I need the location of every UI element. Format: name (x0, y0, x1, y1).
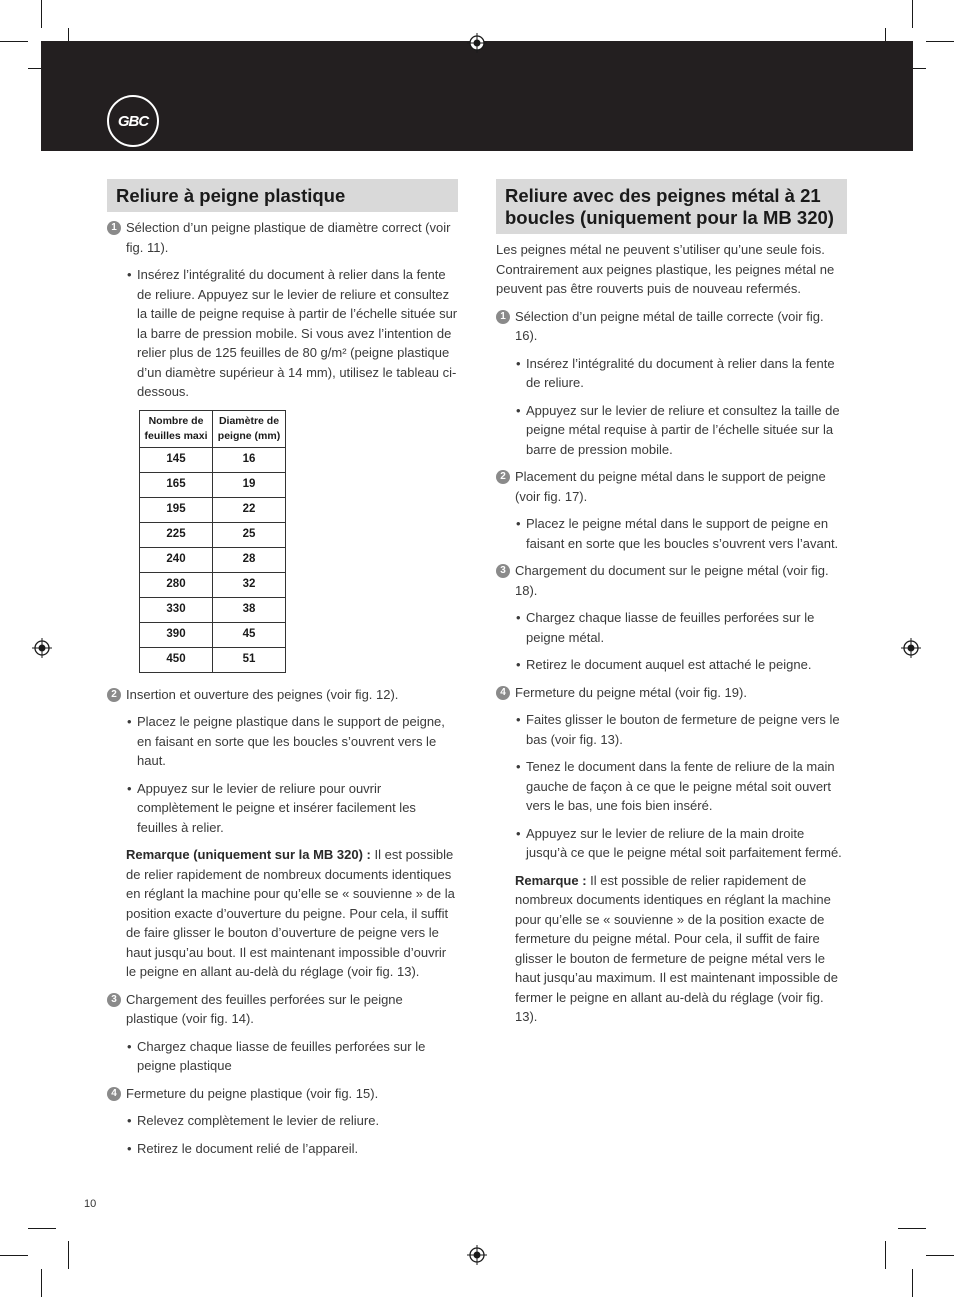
bullet-item: • Appuyez sur le levier de reliure de la main droite jusqu’à ce que le peigne métal soit parfaitement fermé. (496, 824, 847, 863)
table-row (140, 547, 286, 572)
table-cell: 390 (140, 622, 213, 647)
step-4 (496, 683, 847, 703)
table-cell: 19 (213, 472, 286, 497)
bullet-item: • Chargez chaque liasse de feuilles perforées sur le peigne plastique (107, 1037, 458, 1076)
bullet-item: • Faites glisser le bouton de fermeture de peigne vers le bas (voir fig. 13). (496, 710, 847, 749)
crop-mark (41, 1269, 42, 1297)
table-cell: 165 (140, 472, 213, 497)
table-cell: 28 (213, 547, 286, 572)
step-number-badge: 2 (496, 470, 510, 484)
registration-mark-icon (467, 1245, 487, 1265)
bullet-item: • Retirez le document auquel est attaché le peigne. (496, 655, 847, 675)
section-title-metal-comb: Reliure avec des peignes métal à 21 boucles (uniquement pour la MB 320) (496, 179, 847, 234)
table-cell: 280 (140, 572, 213, 597)
table-header-sheets: Nombre de feuilles maxi (140, 410, 213, 447)
table-row (140, 472, 286, 497)
step-text: Fermeture du peigne plastique (voir fig. 15). (126, 1085, 379, 1101)
comb-size-table (139, 410, 286, 673)
step-1 (107, 218, 458, 257)
table-row (140, 497, 286, 522)
crop-mark (912, 1269, 913, 1297)
note-text: Il est possible de relier rapidement de nombreux documents identiques en réglant la machine pour qu’elle se « souvienne » de la position exacte de fermeture du peigne métal. Pour cela, il suffit de faire glisser le bouton de fermeture de peigne métal vers le haut jusqu’au maximum. Il est maintenant impossible de fermer le peigne en allant au-delà du réglage (voir fig. 13). (515, 872, 838, 1024)
step-number-badge: 1 (496, 310, 510, 324)
intro-paragraph: Les peignes métal ne peuvent s’utiliser qu’une seule fois. Contrairement aux peignes plastique, les peignes métal ne peuvent pas être rouverts puis de nouveau refermés. (496, 242, 835, 296)
bullet-item: • Insérez l’intégralité du document à relier dans la fente de reliure. Appuyez sur le levier de reliure et consultez la taille de peigne requise à partir de l’échelle située sur la barre de pression mobile. Si vous avez l’intention de relier plus de 125 feuilles de 80 g/m² (peigne plastique d’un diamètre supérieur à 14 mm), utilisez le tableau ci-dessous. (107, 265, 458, 402)
bullet-item: • Appuyez sur le levier de reliure pour ouvrir complètement le peigne et insérer facilement les feuilles à relier. (107, 779, 458, 838)
step-2 (107, 685, 458, 705)
step-number-badge: 4 (496, 686, 510, 700)
crop-mark (68, 1241, 69, 1269)
table-cell: 450 (140, 647, 213, 672)
table-row (140, 647, 286, 672)
bullet-item: • Placez le peigne métal dans le support de peigne en faisant en sorte que les boucles s’ouvrent vers l’avant. (496, 514, 847, 553)
step-number-badge: 4 (107, 1087, 121, 1101)
crop-mark (926, 41, 954, 42)
bullet-item: • Placez le peigne plastique dans le support de peigne, en faisant en sorte que les boucles s’ouvrent vers le haut. (107, 712, 458, 771)
header-band (41, 41, 913, 151)
step-4 (107, 1084, 458, 1104)
table-cell: 330 (140, 597, 213, 622)
step-1 (496, 307, 847, 346)
step-3 (496, 561, 847, 600)
crop-mark (926, 1255, 954, 1256)
crop-mark (898, 1228, 926, 1229)
crop-mark (0, 41, 28, 42)
section-title-plastic-comb: Reliure à peigne plastique (107, 179, 458, 212)
bullet-item: • Tenez le document dans la fente de reliure de la main gauche de façon à ce que le peigne métal soit ouvert vers le bas, une fois bien inséré. (496, 757, 847, 816)
bullet-item: • Relevez complètement le levier de reliure. (107, 1111, 458, 1131)
step-text: Insertion et ouverture des peignes (voir fig. 12). (126, 686, 399, 702)
table-row (140, 622, 286, 647)
table-cell: 25 (213, 522, 286, 547)
note-label: Remarque : (515, 872, 587, 888)
bullet-item: • Insérez l’intégralité du document à relier dans la fente de reliure. (496, 354, 847, 393)
step-2 (496, 467, 847, 506)
step-text: Chargement des feuilles perforées sur le peigne plastique (voir fig. 14). (126, 991, 403, 1026)
table-cell: 240 (140, 547, 213, 572)
table-cell: 145 (140, 447, 213, 472)
step-text: Placement du peigne métal dans le support de peigne (voir fig. 17). (515, 469, 826, 504)
step-number-badge: 1 (107, 221, 121, 235)
table-row (140, 447, 286, 472)
registration-mark-icon (32, 638, 52, 658)
crop-mark (0, 1255, 28, 1256)
step-text: Sélection d’un peigne métal de taille correcte (voir fig. 16). (515, 308, 824, 343)
note-text: Il est possible de relier rapidement de nombreux documents identiques en réglant la machine pour qu’elle se « souvienne » de la position exacte d’ouverture du peigne. Pour cela, il suffit de faire glisser le bouton d’ouverture de peigne vers le haut jusqu’au bout. Il est maintenant impossible d’ouvrir le peigne en allant au-delà du réglage (voir fig. 13). (126, 847, 455, 979)
table-cell: 32 (213, 572, 286, 597)
left-column (107, 179, 458, 1166)
step-number-badge: 3 (496, 564, 510, 578)
step-number-badge: 2 (107, 688, 121, 702)
table-header-diameter: Diamètre de peigne (mm) (213, 410, 286, 447)
step-text: Chargement du document sur le peigne métal (voir fig. 18). (515, 563, 829, 598)
crop-mark (885, 1241, 886, 1269)
crop-mark (41, 0, 42, 28)
table-cell: 195 (140, 497, 213, 522)
right-column (496, 179, 847, 1035)
crop-mark (28, 1228, 56, 1229)
table-cell: 45 (213, 622, 286, 647)
note-label: Remarque (uniquement sur la MB 320) : (126, 847, 371, 862)
page-number: 10 (84, 1198, 97, 1210)
crop-mark (912, 0, 913, 28)
bullet-item: • Retirez le document relié de l’appareil. (107, 1139, 458, 1159)
step-number-badge: 3 (107, 993, 121, 1007)
step-3 (107, 990, 458, 1029)
table-cell: 16 (213, 447, 286, 472)
table-cell: 38 (213, 597, 286, 622)
gbc-logo: GBC (107, 95, 159, 147)
bullet-item: • Appuyez sur le levier de reliure et consultez la taille de peigne métal requise à partir de l’échelle située sur la barre de pression mobile. (496, 401, 847, 460)
step-text: Fermeture du peigne métal (voir fig. 19). (515, 684, 747, 700)
bullet-item: • Chargez chaque liasse de feuilles perforées sur le peigne métal. (496, 608, 847, 647)
table-cell: 225 (140, 522, 213, 547)
step-text: Sélection d’un peigne plastique de diamètre correct (voir fig. 11). (126, 220, 451, 255)
table-row (140, 522, 286, 547)
registration-mark-icon (901, 638, 921, 658)
note (107, 845, 458, 982)
table-row (140, 572, 286, 597)
table-cell: 51 (213, 647, 286, 672)
registration-mark-icon (467, 33, 487, 53)
table-row (140, 597, 286, 622)
table-cell: 22 (213, 497, 286, 522)
note (496, 871, 847, 1027)
